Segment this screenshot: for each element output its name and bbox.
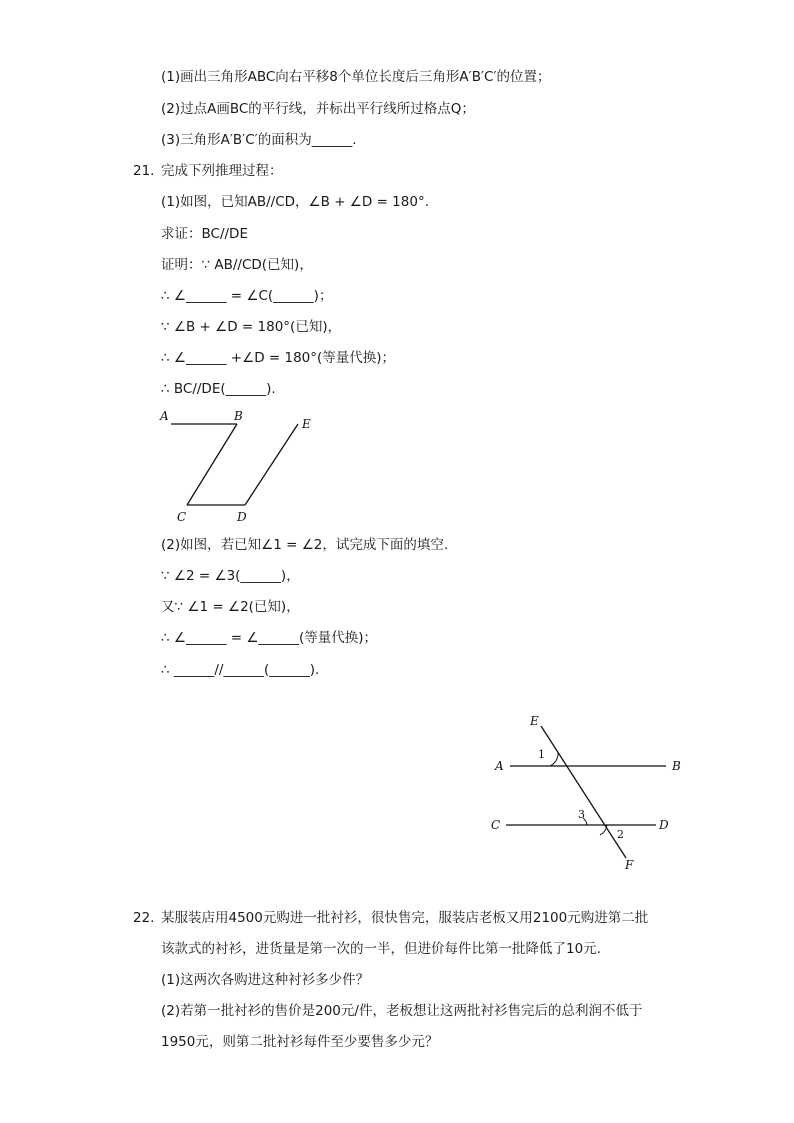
label-d: D	[237, 510, 247, 524]
q20-part1: (1)画出三角形ABC向右平移8个单位长度后三角形A′B′C′的位置；	[161, 69, 551, 85]
q21-p1-line: ∵ ∠B + ∠D = 180°(已知)，	[161, 319, 342, 335]
label-e: E	[530, 714, 539, 728]
figure-transversal	[488, 712, 688, 872]
angle-3-label: 3	[578, 808, 585, 821]
q21-p2-line: (2)如图，若已知∠1 = ∠2，试完成下面的填空.	[161, 537, 449, 553]
q22-number: 22.	[133, 910, 155, 926]
label-c: C	[177, 510, 187, 524]
q22-line: 1950元，则第二批衬衫每件至少要售多少元？	[161, 1034, 439, 1050]
label-b: B	[672, 759, 681, 773]
q21-p2-line: 又∵ ∠1 = ∠2(已知)，	[161, 599, 300, 615]
label-d: D	[659, 818, 669, 832]
q21-title: 完成下列推理过程：	[161, 163, 283, 179]
segment-bc	[187, 424, 237, 505]
q22-line: 某服装店用4500元购进一批衬衫，很快售完，服装店老板又用2100元购进第二批	[161, 910, 649, 926]
q20-part3: (3)三角形A′B′C′的面积为______.	[161, 132, 357, 148]
q21-p2-line: ∴ ______//______(______).	[161, 662, 320, 678]
q22-line: (2)若第一批衬衫的售价是200元/件，老板想让这两批衬衫售完后的总利润不低于	[161, 1003, 643, 1019]
label-e: E	[302, 417, 311, 431]
label-f: F	[625, 858, 634, 872]
label-c: C	[491, 818, 501, 832]
q22-line: 该款式的衬衫，进货量是第一次的一半，但进价每件比第一批降低了10元.	[161, 941, 601, 957]
angle-1-label: 1	[538, 748, 545, 761]
label-a: A	[495, 759, 504, 773]
q21-p2-line: ∵ ∠2 = ∠3(______)，	[161, 568, 300, 584]
angle-1-arc	[550, 752, 558, 766]
label-b: B	[234, 409, 243, 423]
q22-line: (1)这两次各购进这种衬衫多少件？	[161, 972, 370, 988]
segment-de	[245, 424, 298, 505]
q21-p1-line: ∴ ∠______ +∠D = 180°(等量代换)；	[161, 350, 396, 366]
q21-number: 21.	[133, 163, 155, 179]
figure-parallel-zigzag	[155, 405, 325, 527]
label-a: A	[160, 409, 169, 423]
q21-p1-line: ∴ BC//DE(______).	[161, 381, 276, 397]
q21-p2-line: ∴ ∠______ = ∠______(等量代换)；	[161, 630, 378, 646]
q21-p1-line: 求证：BC//DE	[161, 226, 248, 242]
angle-2-label: 2	[617, 828, 624, 841]
line-ef	[541, 726, 626, 858]
q21-p1-line: (1)如图，已知AB//CD，∠B + ∠D = 180°.	[161, 194, 429, 210]
q20-part2: (2)过点A画BC的平行线，并标出平行线所过格点Q；	[161, 101, 475, 117]
q21-p1-line: ∴ ∠______ = ∠C(______)；	[161, 288, 333, 304]
q21-p1-line: 证明：∵ AB//CD(已知)，	[161, 257, 313, 273]
